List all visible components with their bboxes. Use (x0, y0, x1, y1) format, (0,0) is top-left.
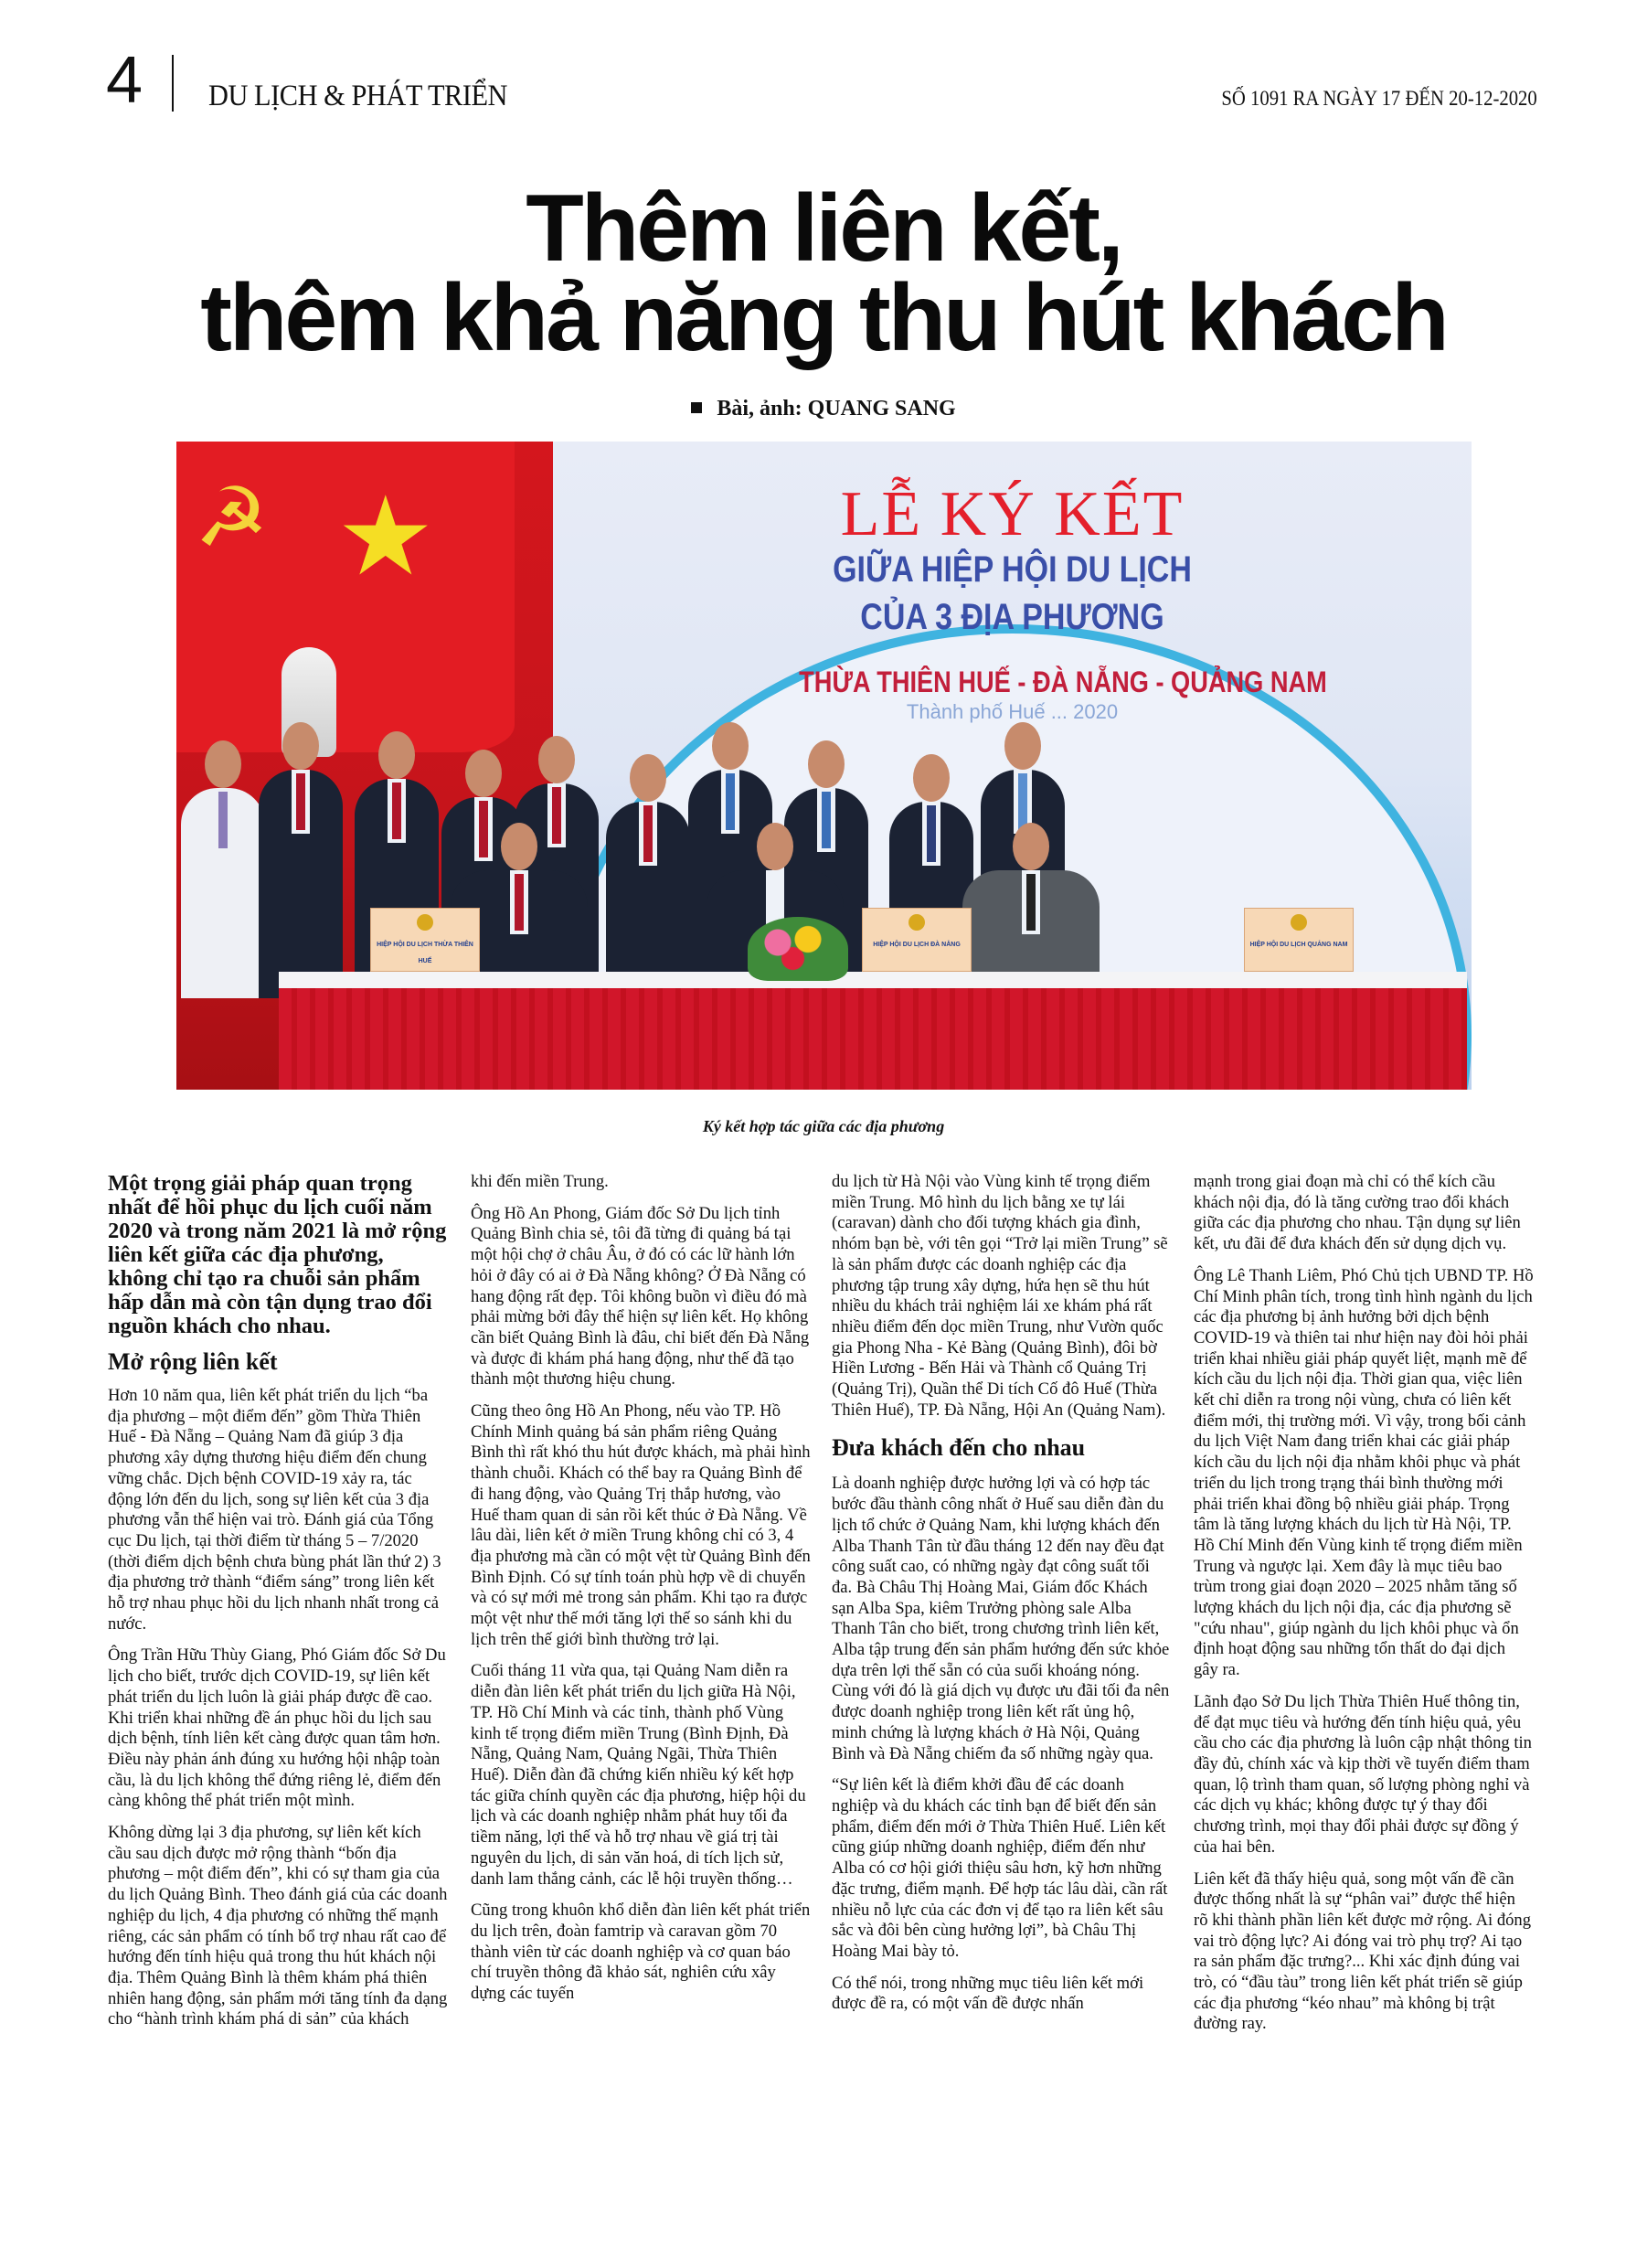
paragraph: Liên kết đã thấy hiệu quả, song một vấn đề cần được thống nhất là sự “phân vai” được thể hiện rõ khi thành phần liên kết được mở rộng. Ai đóng vai trò động lực? Ai đóng vai trò phụ trợ? Ai tạo ra sản phẩm đặc trưng?... Khi xác định đúng vai trò, có “đầu tàu” trong liên kết phát triển sẽ giúp các địa phương “kéo nhau” mà không bị trật đường ray. (1194, 1869, 1532, 2034)
subheading: Mở rộng liên kết (108, 1348, 278, 1375)
nameplate: HIỆP HỘI DU LỊCH ĐÀ NẴNG (862, 908, 972, 972)
column-4 (1194, 1172, 1534, 2046)
paragraph: du lịch từ Hà Nội vào Vùng kinh tế trọng điểm miền Trung. Mô hình du lịch bằng xe tự lái (caravan) dành cho đối tượng khách gia đình, nhóm bạn bè, với tên gọi “Trở lại miền Trung” sẽ là sản phẩm được các doanh nghiệp các địa phương tập trung xây dựng, hứa hẹn sẽ thu hút nhiều du khách trải nghiệm lái xe khám phá rất nhiều điểm đến dọc miền Trung, như Vườn quốc gia Phong Nha - Kẻ Bàng (Quảng Bình), đôi bờ Hiền Lương - Bến Hải và Thành cổ Quảng Trị (Quảng Trị), Quần thể Di tích Cố đô Huế (Thừa Thiên Huế), TP. Đà Nẵng, Hội An (Quảng Nam). (832, 1172, 1168, 1420)
nameplate: HIỆP HỘI DU LỊCH QUẢNG NAM (1244, 908, 1354, 972)
paragraph: khi đến miền Trung. (471, 1172, 609, 1191)
byline (0, 397, 1647, 421)
photo-caption: Ký kết hợp tác giữa các địa phương (702, 1117, 945, 1135)
emblem-icon (1291, 914, 1307, 931)
paragraph: Lãnh đạo Sở Du lịch Thừa Thiên Huế thông tin, để đạt mục tiêu và hướng đến tính hiệu quả, yêu cầu cho các địa phương là luôn cập nhật thông tin đầy đủ, chính xác và kịp thời về tuyến điểm tham quan, lộ trình tham quan, số lượng phòng nghỉ và các dịch vụ khác; không được tự ý thay đổi chương trình, mọi thay đổi phải được sự đồng ý của hai bên. (1194, 1691, 1532, 1857)
person (259, 770, 343, 998)
banner-line: CỦA 3 ĐỊA PHƯƠNG (860, 597, 1164, 637)
banner-line: GIỮA HIỆP HỘI DU LỊCH (833, 549, 1192, 590)
paragraph: Cuối tháng 11 vừa qua, tại Quảng Nam diễn ra diễn đàn liên kết phát triển du lịch giữa Hà Nội, TP. Hồ Chí Minh và các tỉnh, thành phố Vùng kinh tế trọng điểm miền Trung (Bình Định, Đà Nẵng, Quảng Nam, Quảng Ngãi, Thừa Thiên Huế). Diễn đàn đã chứng kiến nhiều ký kết hợp tác giữa chính quyền các địa phương, hiệp hội du lịch và các doanh nghiệp nhằm phát huy tối đa tiềm năng, lợi thế và hỗ trợ nhau về giá trị tài nguyên du lịch, di sản văn hoá, di tích lịch sử, danh lam thắng cảnh, các lễ hội truyền thống… (471, 1661, 806, 1889)
paragraph: Hơn 10 năm qua, liên kết phát triển du lịch “ba địa phương – một điểm đến” gồm Thừa Thiên Huế - Đà Nẵng – Quảng Nam đã giúp 3 địa phương xây dựng thương hiệu điểm đến chung vững chắc. Dịch bệnh COVID-19 xảy ra, tác động lớn đến du lịch, song sự liên kết của 3 địa phương vẫn thể hiện vai trò. Đánh giá của Tổng cục Du lịch, tại thời điểm từ tháng 5 – 7/2020 (thời điểm dịch bệnh chưa bùng phát lần thứ 2) 3 địa phương trở thành “điểm sáng” trong liên kết hỗ trợ nhau phục hồi du lịch nhanh nhất trong cả nước. (108, 1386, 441, 1634)
paragraph: Ông Trần Hữu Thùy Giang, Phó Giám đốc Sở Du lịch cho biết, trước dịch COVID-19, sự liên kết phát triển du lịch luôn là giải pháp được đề cao. Khi triển khai những đề án phục hồi du lịch sau dịch bệnh, tính liên kết càng được quan tâm hơn. Điều này phản ánh đúng xu hướng hội nhập toàn cầu, là du lịch không thể đứng riêng lẻ, điểm đến càng không thể phát triển một mình. (108, 1645, 446, 1811)
bullet-square-icon (691, 402, 702, 413)
column-3 (832, 1172, 1172, 2026)
nameplate: HIỆP HỘI DU LỊCH THỪA THIÊN HUẾ (370, 908, 480, 972)
banner-date: Thành phố Huế ... 2020 (906, 700, 1119, 723)
banner-line: THỪA THIÊN HUẾ - ĐÀ NẴNG - QUẢNG NAM (799, 665, 1327, 698)
hammer-sickle-icon: ☭ (195, 474, 269, 564)
byline-text: Bài, ảnh: QUANG SANG (717, 397, 956, 421)
page-number: 4 (106, 44, 143, 117)
paragraph: “Sự liên kết là điểm khởi đầu để các doanh nghiệp và du khách các tỉnh bạn để biết đến sản phẩm, điểm đến mới ở Thừa Thiên Huế. Liên kết cũng giúp những doanh nghiệp, điểm đến như Alba có cơ hội giới thiệu sâu hơn, kỹ hơn những đặc trưng, điểm mạnh. Để hợp tác lâu dài, cần rất nhiều nỗ lực của các đơn vị để tạo ra liên kết sâu sắc và đôi bên cùng hưởng lợi”, bà Châu Thị Hoàng Mai bày tỏ. (832, 1775, 1168, 1961)
paragraph: Có thể nói, trong những mục tiêu liên kết mới được đề ra, có một vấn đề được nhấn (832, 1973, 1144, 2014)
banner-title: LỄ KÝ KẾT (840, 479, 1185, 549)
paragraph: Ông Lê Thanh Liêm, Phó Chủ tịch UBND TP. Hồ Chí Minh phân tích, trong tình hình ngành du lịch các địa phương bị ảnh hưởng bởi dịch bệnh COVID-19 và thiên tai như hiện nay đòi hỏi phải triển khai nhiều giải pháp quyết liệt, mạnh mẽ để kích cầu du lịch nội địa. Thời gian qua, việc liên kết chỉ diễn ra trong nội vùng, chưa có liên kết điểm mới, thị trường mới. Vì vậy, trong bối cảnh du lịch Việt Nam đang triển khai các giải pháp kích cầu du lịch nội địa nhằm khôi phục và phát triển du lịch trong trạng thái bình thường mới phải triển khai đồng bộ nhiều giải pháp. Trọng tâm là tăng lượng khách du lịch từ Hà Nội, TP. Hồ Chí Minh đến Vùng kinh tế trọng điểm miền Trung và ngược lại. Xem đây là mục tiêu bao trùm trong giai đoạn 2020 – 2025 nhằm tăng số lượng khách du lịch nội địa, các địa phương sẽ "cứu nhau", giúp ngành du lịch khôi phục và ổn định hoạt động sau những tổn thất do đại dịch gây ra. (1194, 1265, 1534, 1680)
person (606, 802, 690, 998)
section-title: DU LỊCH & PHÁT TRIỂN (208, 80, 508, 112)
paragraph: Cũng trong khuôn khổ diễn đàn liên kết phát triển du lịch trên, đoàn famtrip và caravan gồm 70 thành viên từ các doanh nghiệp và cơ quan báo chí truyền thông đã khảo sát, nghiên cứu xây dựng các tuyến (471, 1901, 811, 2004)
person (181, 788, 265, 998)
issue-info: SỐ 1091 RA NGÀY 17 ĐẾN 20-12-2020 (1221, 87, 1537, 110)
flower-arrangement (748, 917, 848, 981)
emblem-icon (909, 914, 925, 931)
article-photo (176, 442, 1472, 1090)
header-divider (172, 55, 174, 112)
headline-line-1: Thêm liên kết, (526, 176, 1121, 282)
column-1 (108, 1172, 448, 2041)
table-skirt (279, 988, 1467, 1090)
star-icon: ★ (336, 476, 435, 598)
lead-paragraph: Một trọng giải pháp quan trọng nhất để hồi phục du lịch cuối năm 2020 và trong năm 2021 là mở rộng liên kết giữa các địa phương, không chỉ tạo ra chuỗi sản phẩm hấp dẫn mà còn tận dụng trao đổi nguồn khách cho nhau. (108, 1171, 447, 1338)
paragraph: Là doanh nghiệp được hưởng lợi và có hợp tác bước đầu thành công nhất ở Huế sau diễn đàn du lịch tổ chức ở Quảng Nam, khi lượng khách đến Alba Thanh Tân từ đầu tháng 12 đến nay đều đạt công suất cao, có những ngày đạt công suất tối đa. Bà Châu Thị Hoàng Mai, Giám đốc Khách sạn Alba Spa, kiêm Trưởng phòng sale Alba Thanh Tân cho biết, trong chương trình liên kết, Alba tập trung đến sản phẩm hướng đến sức khỏe dựa trên lợi thế sẵn có của suối khoáng nóng. Cùng với đó là giá dịch vụ được ưu đãi tối đa nên được doanh nghiệp trong liên kết rất ủng hộ, minh chứng là lượng khách ở Hà Nội, Quảng Bình và Đà Nẵng chiếm đa số những ngày qua. (832, 1474, 1170, 1763)
paragraph: mạnh trong giai đoạn mà chỉ có thể kích cầu khách nội địa, đó là tăng cường trao đổi khách giữa các địa phương cho nhau. Tận dụng sự liên kết, ưu đãi để đưa khách đến sử dụng dịch vụ. (1194, 1172, 1521, 1254)
headline-line-2: thêm khả năng thu hút khách (200, 265, 1447, 371)
paragraph: Ông Hồ An Phong, Giám đốc Sở Du lịch tỉnh Quảng Bình chia sẻ, tôi đã từng đi quảng bá tại một hội chợ ở châu Âu, ở đó có các lữ hành lớn hỏi ở đây có ai ở Đà Nẵng không? Ở Đà Nẵng có hang động rất đẹp. Tôi không buồn vì điều đó mà phải mừng bởi đây thể hiện sự liên kết. Họ không cần biết Quảng Bình là đâu, chỉ biết đến Đà Nẵng và được đi khám phá hang động, như thế đã tạo thành một thương hiệu chung. (471, 1203, 810, 1390)
paragraph: Không dừng lại 3 địa phương, sự liên kết kích cầu sau dịch được mở rộng thành “bốn địa phương – một điểm đến”, khi có sự tham gia của du lịch Quảng Bình. Theo đánh giá của các doanh nghiệp du lịch, 4 địa phương có những thế mạnh riêng, các sản phẩm có tính bổ trợ nhau rất cao để hướng đến tính hiệu quả trong thu hút khách nội địa. Thêm Quảng Bình là thêm khám phá thiên nhiên hang động, sản phẩm mới tăng tính đa dạng cho “hành trình khám phá di sản” của khách (108, 1823, 448, 2029)
subheading: Đưa khách đến cho nhau (832, 1434, 1086, 1462)
column-2 (471, 1172, 811, 2016)
emblem-icon (417, 914, 433, 931)
paragraph: Cũng theo ông Hồ An Phong, nếu vào TP. Hồ Chính Minh quảng bá sản phẩm riêng Quảng Bình thì rất khó thu hút được khách, mà phải hình thành chuỗi. Khách có thể bay ra Quảng Bình để đi hang động, vào Quảng Trị thắp hương, vào Huế tham quan di sản rồi kết thúc ở Đà Nẵng. Về lâu dài, liên kết ở miền Trung không chỉ có 3, 4 địa phương mà cần có một vệt từ Quảng Bình đến Bình Định. Có sự tính toán phù hợp về di chuyển và có sự mới mẻ trong sản phẩm. Khi tạo ra được một vệt như thế mới tăng lợi thế so sánh khi du lịch trên thế giới bình thường trở lại. (471, 1401, 811, 1649)
